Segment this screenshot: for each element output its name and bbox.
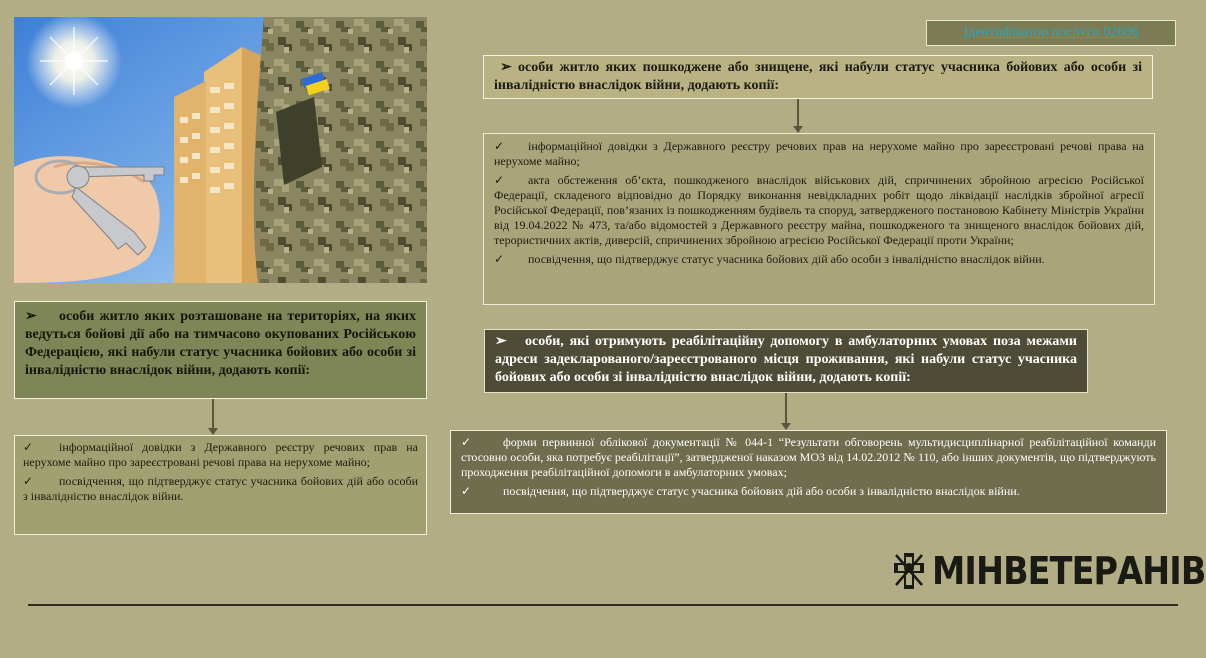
heading-damaged-housing bbox=[483, 55, 1153, 99]
heading-bullet-icon: ➢ bbox=[495, 334, 507, 349]
arrow-down-icon bbox=[797, 99, 799, 132]
arrow-down-icon bbox=[785, 393, 787, 429]
ministry-name: МІНВЕТЕРАНІВ bbox=[932, 549, 1206, 593]
heading-bullet-icon: ➢ bbox=[25, 309, 37, 324]
arrow-down-icon bbox=[212, 399, 214, 434]
service-id-link[interactable]: Ідентифікатор послуги 02606 bbox=[926, 20, 1176, 46]
check-icon: ✓ bbox=[23, 440, 34, 454]
check-icon: ✓ bbox=[461, 435, 472, 449]
heading-text: особи, які отримують реабілітаційну допомогу в амбулаторних умовах поза межами адреси задекларованого/зареєстрованого місця проживання, які набули статус учасника бойових або особи зі інвалідністю внаслідок війни, додають копії: bbox=[495, 334, 1077, 385]
list-item: ✓ посвідчення, що підтверджує статус учасника бойових дій або особи з інвалідністю внаслідок війни. bbox=[461, 484, 1020, 498]
list-item: ✓ акта обстеження об’єкта, пошкодженого внаслідок військових дій, спричинених збройною агресією Російської Федерації, складеного відповідно до Порядку виконання невідкладних робіт щодо ліквідації наслідків збройної агресії Російської Федерації, пов’язаних із пошкодженням будівель та споруд, затвердженого постановою Кабінету Міністрів України від 19.04.2022 № 473, та/або відомостей з Державного реєстру майна, пошкодженого та знищеного внаслідок бойових дій, терористичних актів, диверсій, спричинених збройною агресією Російської Федерації проти України; bbox=[494, 173, 1144, 247]
heading-text: особи житло яких розташоване на територіях, на яких ведуться бойові дії або на тимчасово окупованих Російською Федерацією, які набули статус учасника бойових або особи зі інвалідністю внаслідок війни, додають копії: bbox=[25, 309, 416, 378]
list-item: ✓ інформаційної довідки з Державного реєстру речових прав на нерухоме майно про зареєстровані речові права на нерухоме майно; bbox=[23, 440, 418, 469]
check-icon: ✓ bbox=[23, 474, 34, 488]
list-item: ✓ посвідчення, що підтверджує статус учасника бойових дій або особи з інвалідністю внаслідок війни. bbox=[23, 474, 418, 503]
cross-emblem-icon bbox=[892, 551, 926, 591]
check-icon: ✓ bbox=[494, 173, 505, 187]
list-item: ✓ форми первинної облікової документації № 044-1 “Результати обговорень мультидисциплінарної реабілітаційної команди стосовно особи, яка потребує реабілітації”, затвердженої наказом МОЗ від 14.02.2012 № 110, або інших документів, що підтверджують проходження реабілітаційної допомоги в амбулаторних умовах; bbox=[461, 435, 1156, 479]
check-icon: ✓ bbox=[494, 252, 505, 266]
illustration-photo bbox=[14, 17, 427, 283]
heading-rehabilitation bbox=[484, 329, 1088, 393]
bottom-divider bbox=[28, 604, 1178, 606]
ministry-logo bbox=[892, 551, 1206, 591]
documents-list-damaged-housing bbox=[483, 133, 1155, 305]
heading-text: особи житло яких пошкоджене або знищене, які набули статус учасника бойових або особи зі інвалідністю внаслідок війни, додають копії: bbox=[494, 60, 1142, 93]
heading-bullet-icon: ➢ bbox=[500, 60, 512, 75]
list-item: ✓ інформаційної довідки з Державного реєстру речових прав на нерухоме майно про зареєстровані речові права на нерухоме майно; bbox=[494, 139, 1144, 168]
check-icon: ✓ bbox=[461, 484, 472, 498]
list-item: ✓ посвідчення, що підтверджує статус учасника бойових дій або особи з інвалідністю внаслідок війни. bbox=[494, 252, 1045, 266]
check-icon: ✓ bbox=[494, 139, 505, 153]
documents-list-occupied-territories bbox=[14, 435, 427, 535]
documents-list-rehabilitation bbox=[450, 430, 1167, 514]
heading-occupied-territories bbox=[14, 301, 427, 399]
